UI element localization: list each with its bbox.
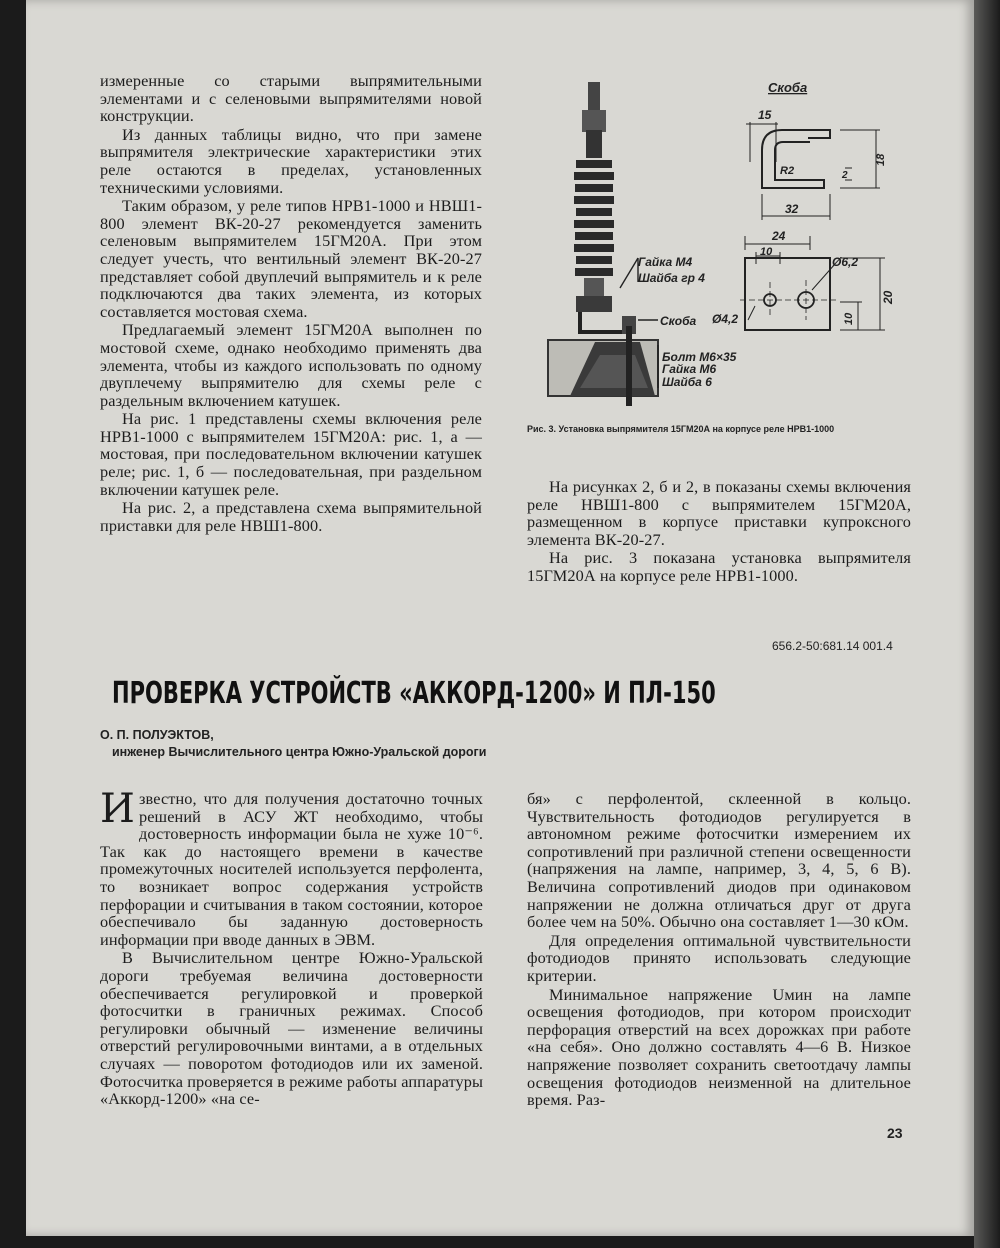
paragraph: На рисунках 2, б и 2, в показаны схемы включения реле НВШ1-800 с выпрямителем 15ГМ20А, размещенном в корпусе приставки купроксного элемента ВК-20-27.	[527, 477, 911, 549]
paragraph: На рис. 1 представлены схемы включения реле НРВ1-1000 с выпрямителем 15ГМ20А: рис. 1, а — мостовая, при последовательном включении катушек реле; рис. 1, б — последовательная, при раздельном включении катушек реле.	[100, 409, 482, 499]
column-bottom-right	[527, 790, 911, 1109]
udc-code: 656.2-50:681.14 001.4	[772, 639, 893, 653]
dim-r2: R2	[780, 165, 795, 177]
paragraph: Предлагаемый элемент 15ГМ20А выполнен по мостовой схеме, однако необходимо применять два элемента, чтобы из каждого использовать по одному двуплечему выпрямителю для схемы реле с раздельным включением катушек.	[100, 320, 482, 410]
rectifier-photo	[548, 82, 658, 406]
paragraph: Для определения оптимальной чувствительности фотодиодов принято использовать следующие критерии.	[527, 930, 911, 985]
figure-caption: Рис. 3. Установка выпрямителя 15ГМ20А на корпусе реле НРВ1-1000	[527, 424, 835, 434]
label-skoba: Скоба	[660, 314, 697, 328]
dim-diam-6-2: Ø6,2	[832, 255, 859, 269]
label-gaika-m4: Гайка М4	[638, 255, 693, 269]
paragraph: На рис. 3 показана установка выпрямителя 15ГМ20А на корпусе реле НРВ1-1000.	[527, 548, 911, 585]
dim-20: 20	[881, 290, 895, 304]
dim-24: 24	[772, 229, 786, 243]
dim-32: 32	[785, 202, 799, 216]
paragraph: В Вычислительном центре Южно-Уральской дороги требуемая величина достоверности обеспечивается регулировкой и проверкой фотосчитки в граничных режимах. Способ регулировки обычный — изменение величины отверстий регулировочными винтами, а в отдельных случаях — поворотом фотодиодов или их заменой. Фотосчитка проверяется в режиме работы аппаратуры «Аккорд-1200» «на се-	[100, 948, 483, 1109]
bracket-title: Скоба	[768, 80, 808, 95]
paragraph: Минимальное напряжение Uмин на лампе освещения фотодиодов, при котором происходит перфорация отверстий на всех дорожках при работе «на себя». Оно должно составлять 4—6 В. Низкое напряжение позволяет сохранить светоотдачу лампы освещения фотодиодов неизменной на длительное время. Раз-	[527, 984, 911, 1110]
rectifier-installation-figure	[540, 70, 920, 410]
paragraph	[100, 786, 483, 949]
paragraph: Из данных таблицы видно, что при замене выпрямителя электрические характеристики этих реле остаются в пределах, установленных техническими условиями.	[100, 124, 482, 197]
dim-10-vertical: 10	[843, 312, 855, 325]
dim-diam-4-2: Ø4,2	[712, 312, 739, 326]
dim-18: 18	[875, 153, 887, 166]
article-headline: ПРОВЕРКА УСТРОЙСТВ «АККОРД-1200» И ПЛ-150	[112, 676, 716, 711]
dim-15: 15	[758, 108, 772, 122]
column-top-left	[100, 72, 482, 534]
bracket-top-view	[740, 258, 836, 330]
paragraph: Таким образом, у реле типов НРВ1-1000 и НВШ1-800 элемент ВК-20-27 рекомендуется заменить селеновым выпрямителем 15ГМ20А. При этом следует учесть, что вентильный элемент ВК-20-27 представляет собой двуплечий выпрямитель и к реле подключаются два таких элемента, из которых составляется мостовая схема.	[100, 196, 482, 321]
column-top-right	[527, 478, 911, 585]
dim-2: 2	[842, 170, 848, 181]
label-shaiba-6: Шайба 6	[662, 375, 712, 389]
author-name: О. П. ПОЛУЭКТОВ,	[100, 728, 214, 742]
paragraph: бя» с перфолентой, склеенной в кольцо. Чувствительность фотодиодов регулируется в автономном режиме фотосчитки измерением их сопротивлений при различной степени освещенности (напряжения на лампе, например, 3, 4, 5, 6 В). Величина сопротивлений диодов при одинаковом напряжении не должна отличаться друг от друга более чем на 50%. Обычно она составляет 1—30 кОм.	[527, 789, 911, 932]
paragraph: измеренные со старыми выпрямительными элементами и с селеновыми выпрямителями новой конструкции.	[100, 71, 482, 126]
page-number: 23	[887, 1125, 903, 1141]
label-shaiba: Шайба гр 4	[638, 271, 705, 285]
author-affiliation: инженер Вычислительного центра Южно-Уральской дороги	[112, 745, 487, 759]
bracket-side-view	[762, 130, 830, 188]
scan-edge	[974, 0, 1000, 1248]
dim-10-horizontal: 10	[760, 246, 773, 258]
drop-cap: И	[100, 786, 135, 832]
label-gaika-m6: Гайка М6	[662, 362, 717, 376]
column-bottom-left	[100, 786, 483, 1109]
paragraph-text: звестно, что для получения достаточно точных решений в АСУ ЖТ необходимо, чтобы достоверность информации была не хуже 10⁻⁶. Так как до настоящего времени в качестве промежуточных носителей используется перфолента, то возникает вопрос содержания устройств перфорации и считывания в таком состоянии, которое обеспечивало бы заданную достоверность информации при вводе данных в ЭВМ.	[100, 789, 483, 949]
label-bolt: Болт М6×35	[662, 350, 737, 364]
paragraph: На рис. 2, а представлена схема выпрямительной приставки для реле НВШ1-800.	[100, 498, 482, 535]
